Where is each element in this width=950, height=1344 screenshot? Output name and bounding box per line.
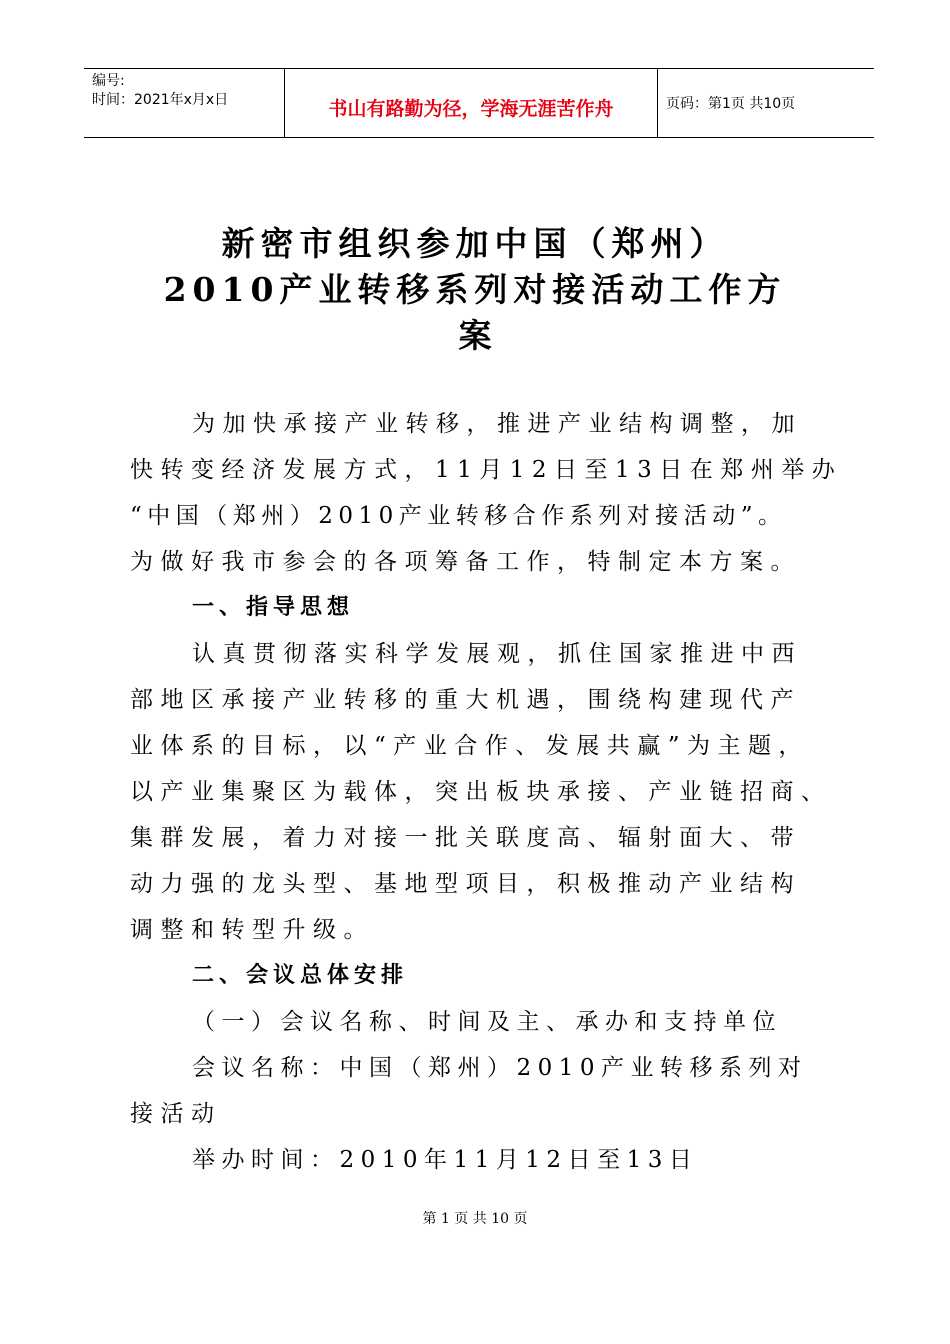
document-title-line-3: 案 xyxy=(458,316,492,355)
paragraph-line: 接活动 xyxy=(130,1101,222,1127)
section-heading-1: 一、指导思想 xyxy=(192,595,355,620)
paragraph-line: 部地区承接产业转移的重大机遇，围绕构建现代产 xyxy=(130,687,801,713)
paragraph-line: 为加快承接产业转移，推进产业结构调整，加 xyxy=(192,411,802,437)
paragraph-line: 为做好我市参会的各项筹备工作，特制定本方案。 xyxy=(130,549,801,575)
header-motto-cell xyxy=(284,69,658,137)
header-table xyxy=(84,68,874,138)
header-meta-cell xyxy=(84,69,284,137)
paragraph-line: 动力强的龙头型、基地型项目，积极推动产业结构 xyxy=(130,871,801,897)
section-heading-2: 二、会议总体安排 xyxy=(192,963,409,988)
paragraph-line: 集群发展，着力对接一批关联度高、辐射面大、带 xyxy=(130,825,801,851)
paragraph-line: 会议名称：中国（郑州）2010产业转移系列对 xyxy=(192,1055,808,1081)
paragraph-line: “中国（郑州）2010产业转移合作系列对接活动”。 xyxy=(130,503,787,529)
paragraph-line: 业体系的目标，以“产业合作、发展共赢”为主题， xyxy=(130,733,810,759)
page-footer: 第 1 页 共 10 页 xyxy=(422,1211,528,1227)
header-page-cell xyxy=(658,69,874,137)
paragraph-line: 调整和转型升级。 xyxy=(130,917,374,943)
paragraph-line: 举办时间：2010年11月12日至13日 xyxy=(192,1147,699,1173)
paragraph-line: 认真贯彻落实科学发展观，抓住国家推进中西 xyxy=(192,641,802,667)
document-number-label: 编号: xyxy=(92,73,125,89)
document-title-line-1: 新密市组织参加中国（郑州） xyxy=(221,224,729,263)
subsection-heading: （一）会议名称、时间及主、承办和支持单位 xyxy=(192,1009,782,1035)
paragraph-line: 快转变经济发展方式，11月12日至13日在郑州举办 xyxy=(130,457,843,483)
document-title-line-2: 2010产业转移系列对接活动工作方 xyxy=(163,270,787,309)
header-motto: 书山有路勤为径，学海无涯苦作舟 xyxy=(328,98,614,120)
header-page-info: 页码：第1页 共10页 xyxy=(666,96,796,112)
document-time-label: 时间：2021年x月x日 xyxy=(92,92,229,108)
paragraph-line: 以产业集聚区为载体，突出板块承接、产业链招商、 xyxy=(130,779,832,805)
